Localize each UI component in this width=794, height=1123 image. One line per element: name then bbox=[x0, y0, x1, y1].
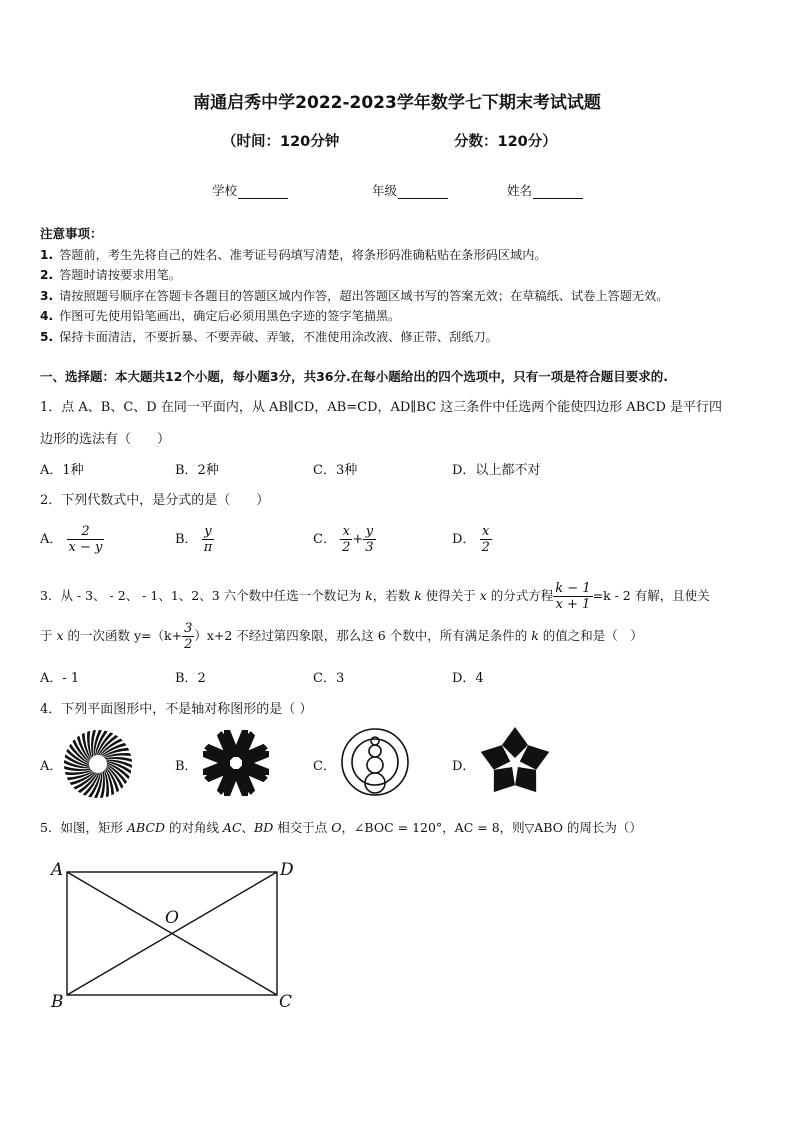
q2-option-d[interactable] bbox=[452, 524, 492, 555]
q1-stem-line1: 1．点 A、B、C、D 在同一平面内，从 AB∥CD，AB=CD，AD∥BC 这三条件中任选两个能使四边形 ABCD 是平行四 bbox=[40, 400, 723, 415]
label-a: A bbox=[51, 860, 64, 880]
label-o: O bbox=[165, 908, 179, 928]
grade-field[interactable] bbox=[372, 181, 448, 199]
arrow-star-figure bbox=[203, 730, 269, 796]
numerator: 3 bbox=[184, 621, 193, 636]
q2-b-fraction bbox=[202, 524, 215, 555]
school-label: 学校 bbox=[212, 183, 238, 198]
notice-heading: 注意事项： bbox=[40, 226, 103, 241]
notice-item bbox=[40, 287, 669, 304]
q2-c-fraction-1 bbox=[340, 524, 352, 555]
var-abcd: ABCD bbox=[126, 820, 165, 835]
label-b: B bbox=[51, 992, 64, 1012]
numerator: x bbox=[342, 524, 350, 539]
q3-option-b[interactable]: B．2 bbox=[175, 671, 206, 686]
text: 的分式方程 bbox=[486, 588, 554, 603]
grade-blank[interactable] bbox=[398, 184, 448, 199]
numerator: y bbox=[204, 524, 212, 539]
grade-label: 年级 bbox=[372, 183, 398, 198]
name-label: 姓名 bbox=[507, 183, 533, 198]
text: 相交于点 bbox=[273, 820, 332, 835]
text: 5．如图，矩形 bbox=[40, 820, 127, 835]
q4-option-c-figure[interactable] bbox=[340, 727, 410, 797]
q4-option-a-label[interactable]: A． bbox=[40, 759, 63, 774]
notice-num: 2. bbox=[40, 268, 54, 282]
q2-a-fraction bbox=[67, 524, 105, 555]
numerator: y bbox=[365, 524, 374, 539]
q2-option-c[interactable] bbox=[313, 524, 376, 555]
notice-item bbox=[40, 246, 547, 263]
school-blank[interactable] bbox=[238, 184, 288, 199]
numerator: k − 1 bbox=[555, 581, 591, 596]
label-c: C bbox=[279, 992, 293, 1012]
sun-center bbox=[90, 756, 106, 772]
q5-rectangle-figure bbox=[45, 855, 305, 1015]
text: 的一次函数 y=（k+ bbox=[63, 628, 183, 643]
q4-option-d-label[interactable]: D． bbox=[452, 759, 476, 774]
q4-option-a-figure[interactable] bbox=[62, 728, 134, 800]
q3-stem-line2 bbox=[40, 621, 643, 652]
q1-stem-line2: 边形的选法有（ ） bbox=[40, 432, 171, 447]
denominator: 3 bbox=[365, 540, 374, 555]
denominator: x + 1 bbox=[553, 596, 592, 612]
notice-text: 答题前，考生先将自己的姓名、准考证号码填写清楚，将条形码准确粘贴在条形码区域内。 bbox=[59, 248, 547, 262]
q4-stem: 4．下列平面图形中，不是轴对称图形的是（ ） bbox=[40, 702, 313, 717]
text: 3．从 - 3、 - 2、 - 1、1、2、3 六个数中任选一个数记为 bbox=[40, 588, 366, 603]
text: =k - 2 有解，且使关 bbox=[592, 588, 710, 603]
section-heading: 一、选择题：本大题共12个小题，每小题3分，共36分.在每小题给出的四个选项中，只有一项是符合题目要求的. bbox=[40, 369, 668, 384]
text: 、 bbox=[241, 820, 255, 835]
q2-b-label: B． bbox=[175, 532, 198, 547]
text: ）x+2 不经过第四象限，那么这 6 个数中，所有满足条件的 bbox=[194, 628, 532, 643]
var-x: x bbox=[56, 628, 64, 643]
numerator: x bbox=[482, 524, 490, 539]
notice-text: 请按照题号顺序在答题卡各题目的答题区域内作答，超出答题区域书写的答案无效；在草稿纸、试卷上答题无效。 bbox=[59, 289, 669, 303]
q1-option-b[interactable]: B．2种 bbox=[175, 463, 219, 478]
q3-option-c[interactable]: C．3 bbox=[313, 671, 345, 686]
notice-text: 作图可先使用铅笔画出，确定后必须用黑色字迹的签字笔描黑。 bbox=[59, 309, 401, 323]
denominator: 2 bbox=[184, 637, 193, 652]
var-bd: BD bbox=[254, 820, 274, 835]
text: 的值之和是（ ） bbox=[538, 628, 643, 643]
school-field[interactable] bbox=[212, 181, 288, 199]
notice-item bbox=[40, 266, 181, 283]
q1-option-d[interactable]: D．以上都不对 bbox=[452, 463, 541, 478]
q3-option-a[interactable]: A．- 1 bbox=[40, 671, 80, 686]
denominator: 2 bbox=[481, 540, 490, 555]
q1-option-a[interactable]: A．1种 bbox=[40, 463, 84, 478]
label-d: D bbox=[280, 860, 294, 880]
spiral-sun-figure bbox=[64, 730, 132, 798]
text: 的对角线 bbox=[164, 820, 223, 835]
q2-stem: 2．下列代数式中，是分式的是（ ） bbox=[40, 493, 270, 508]
q2-option-a[interactable] bbox=[40, 524, 104, 555]
var-k: k bbox=[414, 588, 422, 603]
var-x: x bbox=[479, 588, 487, 603]
name-field[interactable] bbox=[507, 181, 583, 199]
q3-stem-line1 bbox=[40, 581, 710, 612]
denominator: π bbox=[203, 540, 213, 555]
notice-item bbox=[40, 307, 400, 324]
q3-option-d[interactable]: D．4 bbox=[452, 671, 484, 686]
name-blank[interactable] bbox=[533, 184, 583, 199]
q3-coeff-fraction bbox=[182, 621, 194, 652]
text: ，∠BOC = 120°，AC = 8，则▽ABO 的周长为（） bbox=[341, 820, 642, 835]
q1-option-c[interactable]: C．3种 bbox=[313, 463, 358, 478]
var-k: k bbox=[365, 588, 373, 603]
q2-d-label: D． bbox=[452, 532, 476, 547]
text: ，若数 bbox=[372, 588, 415, 603]
q3-equation-fraction bbox=[553, 581, 592, 612]
var-k: k bbox=[531, 628, 539, 643]
notice-text: 保持卡面清洁，不要折暴、不要弄破、弄皱，不准使用涂改液、修正带、刮纸刀。 bbox=[59, 330, 498, 344]
text: 使得关于 bbox=[421, 588, 480, 603]
denominator: 2 bbox=[342, 540, 351, 555]
text: 于 bbox=[40, 628, 57, 643]
notice-num: 5. bbox=[40, 330, 54, 344]
notice-num: 1. bbox=[40, 248, 54, 262]
q5-stem bbox=[40, 818, 642, 836]
page-title: 南通启秀中学2022-2023学年数学七下期末考试试题 bbox=[193, 93, 601, 113]
q4-option-d-figure[interactable] bbox=[478, 726, 552, 796]
plus-sign: + bbox=[352, 532, 364, 547]
q2-c-fraction-2 bbox=[363, 524, 375, 555]
notice-text: 答题时请按要求用笔。 bbox=[59, 268, 181, 282]
q2-d-fraction bbox=[480, 524, 492, 555]
q2-option-b[interactable] bbox=[175, 524, 214, 555]
pentagon-star-figure bbox=[478, 727, 552, 796]
numerator: 2 bbox=[81, 524, 90, 539]
denominator: x − y bbox=[68, 540, 103, 555]
notice-num: 4. bbox=[40, 309, 54, 323]
notice-num: 3. bbox=[40, 289, 54, 303]
q2-c-label: C． bbox=[313, 532, 336, 547]
q4-option-b-figure[interactable] bbox=[201, 730, 271, 796]
var-o: O bbox=[331, 820, 342, 835]
q4-option-b-label[interactable]: B． bbox=[175, 759, 198, 774]
exam-score: 分数：120分） bbox=[454, 134, 557, 150]
exam-time: （时间：120分钟 bbox=[222, 134, 340, 150]
q2-a-label: A． bbox=[40, 532, 63, 547]
q4-option-c-label[interactable]: C． bbox=[313, 759, 336, 774]
nested-circles-figure bbox=[342, 729, 408, 795]
var-ac: AC bbox=[222, 820, 242, 835]
notice-item bbox=[40, 328, 498, 345]
